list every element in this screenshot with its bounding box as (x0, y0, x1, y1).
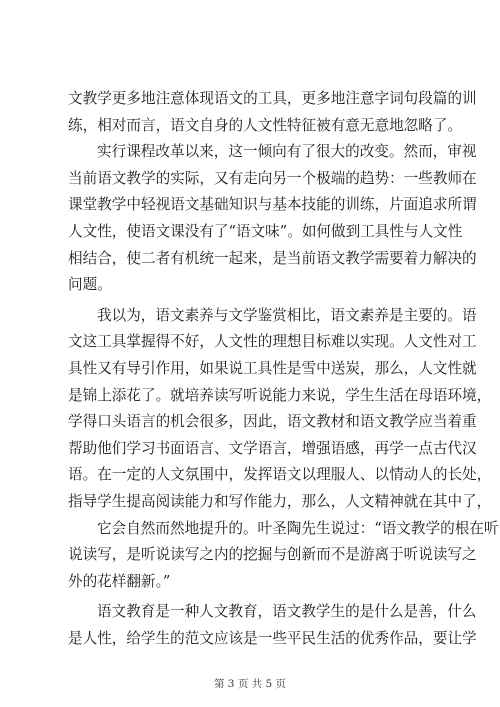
text-line: 指导学生提高阅读能力和写作能力，那么，人文精神就在其中了， (68, 492, 492, 510)
text-line: 相结合，使二者有机统一起来，是当前语文教学需要着力解决的 (68, 249, 477, 267)
text-line: 外的花样翻新。” (68, 572, 171, 590)
text-line: 文这工具掌握得不好，人文性的理想目标难以实现。人文性对工 (68, 333, 477, 351)
text-line: 当前语文教学的实际，又有走向另一个极端的趋势：一些教师在 (68, 169, 477, 187)
text-line: 实行课程改革以来，这一倾向有了很大的改变。然而，审视 (97, 143, 477, 161)
text-line: 课堂教学中轻视语文基础知识与基本技能的训练，片面追求所谓 (68, 196, 477, 214)
text-line: 是锦上添花了。就培养读写听说能力来说，学生生活在母语环境， (68, 386, 492, 404)
text-line: 问题。 (68, 276, 112, 294)
text-line: 文教学更多地注意体现语文的工具，更多地注意字词句段篇的训 (68, 90, 477, 107)
text-line: 练，相对而言，语文自身的人文性特征被有意无意地忽略了。 (68, 116, 463, 134)
text-line: 帮助他们学习书面语言、文学语言，增强语感，再学一点古代汉 (68, 439, 477, 457)
text-line: 语文教育是一种人文教育，语文教学生的是什么是善，什么 (97, 603, 477, 621)
text-line: 我以为，语文素养与文学鉴赏相比，语文素养是主要的。语 (97, 306, 477, 324)
text-line: 人文性，使语文课没有了“语文味”。如何做到工具性与人文性 (68, 222, 463, 240)
text-line: 学得口头语言的机会很多，因此，语文教材和语文教学应当着重 (68, 413, 477, 431)
text-line: 说读写，是听说读写之内的挖掘与创新而不是游离于听说读写之 (68, 546, 477, 564)
document-body (68, 86, 499, 652)
text-line: 是人性，给学生的范文应该是一些平民生活的优秀作品，要让学 (68, 629, 477, 647)
text-line: 它会自然而然地提升的。叶圣陶先生说过：“语文教学的根在听 (97, 519, 499, 537)
page-footer: 第 3 页 共 5 页 (213, 678, 287, 690)
text-line: 具性又有导引作用，如果说工具性是雪中送炭，那么，人文性就 (68, 359, 477, 377)
text-line: 语。在一定的人文氛围中，发挥语文以理服人、以情动人的长处， (68, 466, 492, 484)
